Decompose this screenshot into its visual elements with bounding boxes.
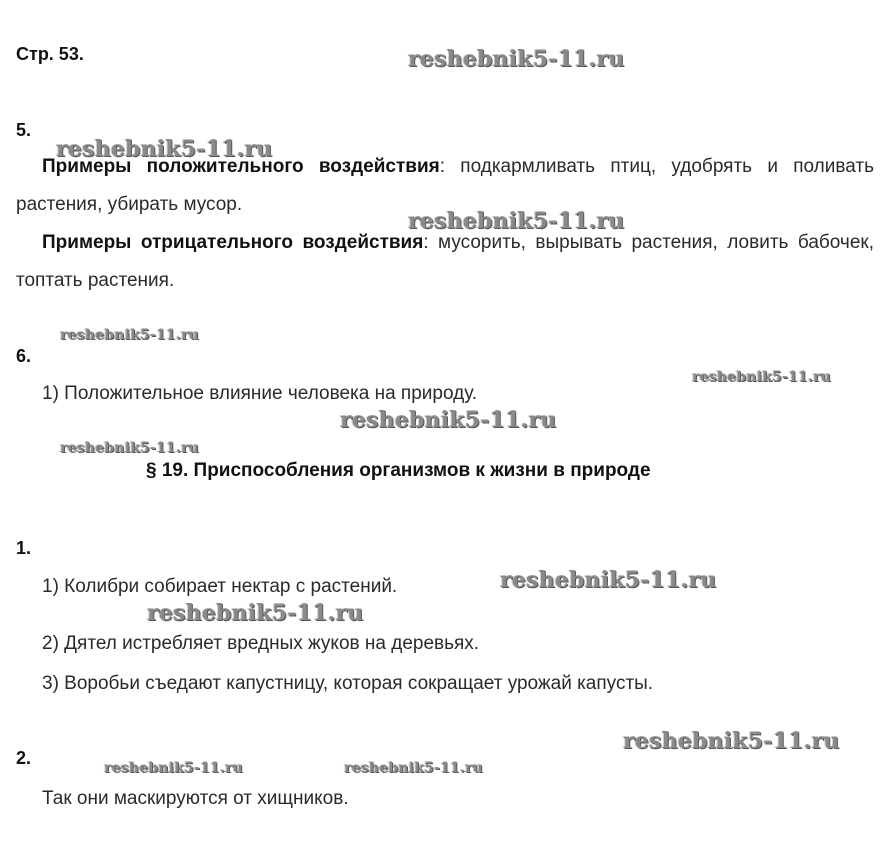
section-2-number: 2. [16,748,32,768]
section-2-text: Так они маскируются от хищников. [42,788,349,809]
section-1-item: 2) Дятел истребляет вредных жуков на деревьях. [42,633,480,654]
positive-text: : подкармливать птиц, удобрять и поливать растения, убирать мусор. [16,156,875,215]
watermark: reshebnik5-11.ru [104,760,243,776]
positive-label: Примеры положительного воздействия [42,156,440,177]
chapter-heading: § 19. Приспособления организмов к жизни в природе [146,460,651,481]
watermark: reshebnik5-11.ru [340,407,557,433]
watermark: reshebnik5-11.ru [408,208,625,234]
section-1-number: 1. [16,538,32,558]
negative-text: : мусорить, вырывать растения, ловить бабочек, топтать растения. [16,232,874,291]
watermark: reshebnik5-11.ru [500,567,717,593]
watermark: reshebnik5-11.ru [60,440,199,456]
watermark: reshebnik5-11.ru [692,369,831,385]
watermark: reshebnik5-11.ru [56,136,273,162]
watermark: reshebnik5-11.ru [344,760,483,776]
watermark: reshebnik5-11.ru [623,728,840,754]
section-5-number: 5. [16,120,32,140]
section-1-item: 1) Колибри собирает нектар с растений. [42,576,398,597]
page-label: Стр. 53. [16,44,84,64]
negative-label: Примеры отрицательного воздействия [42,232,424,253]
section-6-item-1: 1) Положительное влияние человека на природу. [42,383,478,404]
watermark: reshebnik5-11.ru [60,327,199,343]
section-5-negative-paragraph [16,224,874,300]
watermark: reshebnik5-11.ru [147,600,364,626]
watermark: reshebnik5-11.ru [408,46,625,72]
section-1-item: 3) Воробьи съедают капустницу, которая сокращает урожай капусты. [42,673,654,694]
section-6-number: 6. [16,346,32,366]
